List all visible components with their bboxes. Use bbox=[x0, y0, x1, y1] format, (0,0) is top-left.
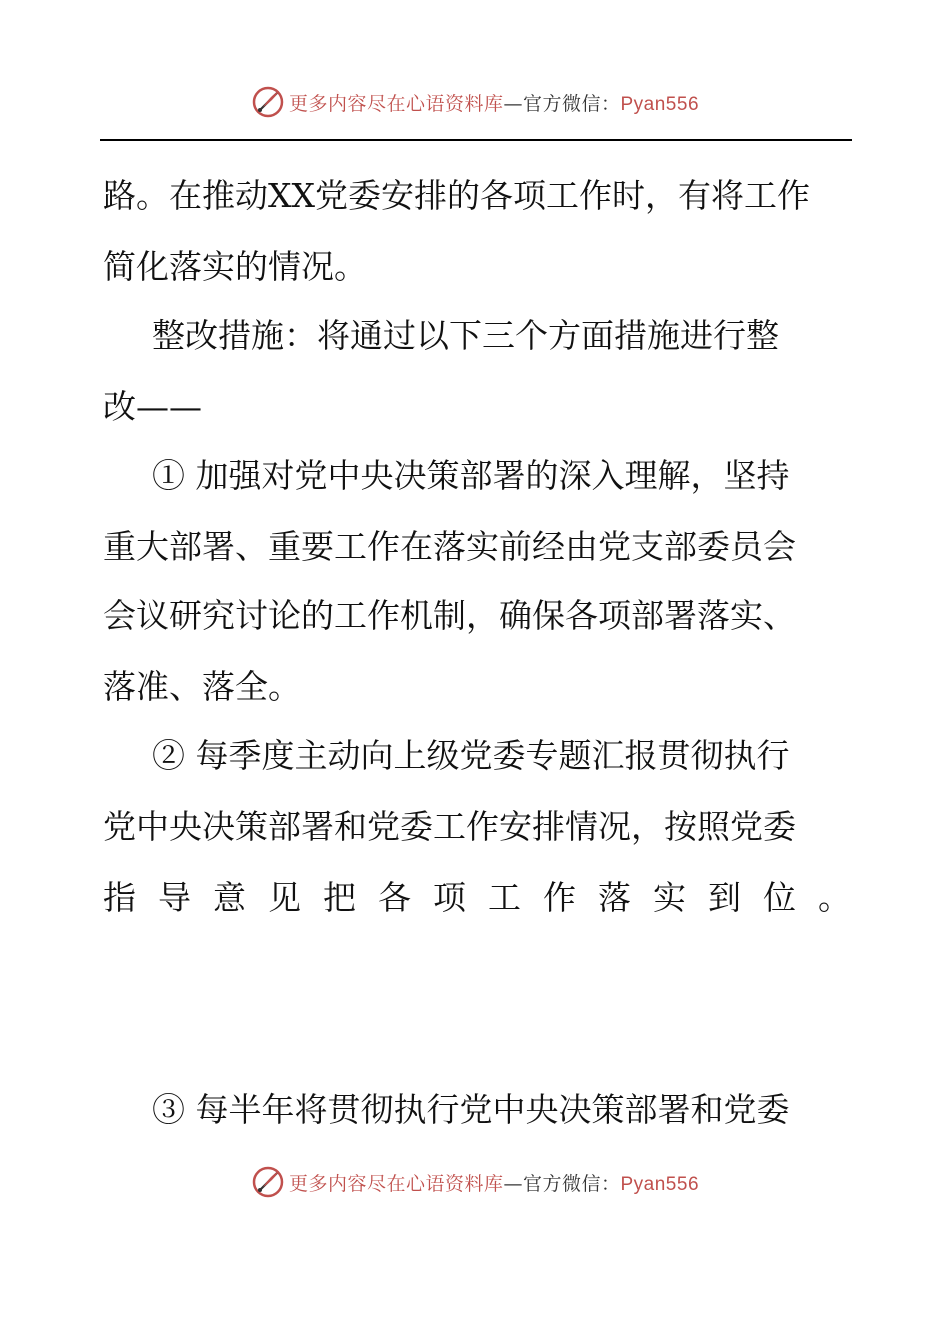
quill-logo-icon bbox=[251, 1165, 285, 1199]
body-line-10: 党中央决策部署和党委工作安排情况，按照党委 bbox=[103, 807, 796, 846]
body-line-1: 路。在推动XX党委安排的各项工作时，有将工作 bbox=[103, 176, 810, 215]
header-account: Pyan556 bbox=[620, 93, 700, 115]
footer-text bbox=[289, 1169, 699, 1196]
body-line-12: ③ 每半年将贯彻执行党中央决策部署和党委 bbox=[152, 1090, 790, 1129]
quill-logo-icon bbox=[251, 85, 285, 119]
body-line-5: ① 加强对党中央决策部署的深入理解，坚持 bbox=[152, 456, 790, 495]
header-brand: 更多内容尽在心语资料库 bbox=[288, 92, 504, 115]
header-dash: — bbox=[503, 92, 523, 115]
body-line-4: 改—— bbox=[103, 387, 202, 426]
body-line-9: ② 每季度主动向上级党委专题汇报贯彻执行 bbox=[152, 736, 790, 775]
footer-account: Pyan556 bbox=[620, 1173, 700, 1195]
footer-wechat-label: 官方微信： bbox=[522, 1172, 621, 1195]
body-line-7: 会议研究讨论的工作机制，确保各项部署落实、 bbox=[103, 596, 796, 635]
header-rule bbox=[100, 139, 852, 141]
header-wechat-label: 官方微信： bbox=[522, 92, 621, 115]
page-header bbox=[0, 82, 950, 122]
body-line-8: 落准、落全。 bbox=[103, 667, 301, 706]
header-text bbox=[289, 89, 699, 116]
footer-brand: 更多内容尽在心语资料库 bbox=[288, 1172, 504, 1195]
body-line-2: 简化落实的情况。 bbox=[103, 247, 367, 286]
body-line-11: 指 导 意 见 把 各 项 工 作 落 实 到 位 。 bbox=[103, 878, 851, 917]
body-line-3: 整改措施：将通过以下三个方面措施进行整 bbox=[152, 316, 779, 355]
body-line-6: 重大部署、重要工作在落实前经由党支部委员会 bbox=[103, 527, 796, 566]
page-footer bbox=[0, 1162, 950, 1202]
footer-dash: — bbox=[503, 1172, 523, 1195]
